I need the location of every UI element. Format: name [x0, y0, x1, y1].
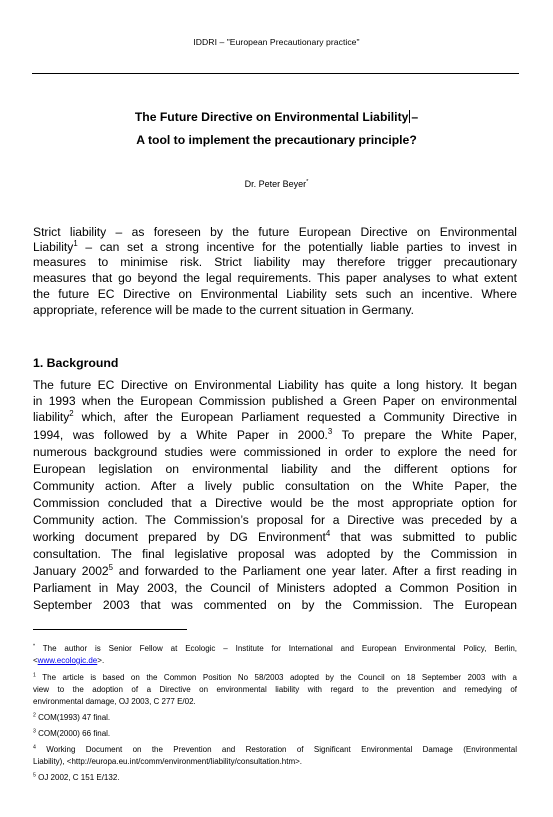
section-text: that was submitted to public — [330, 530, 517, 544]
footnote-ref-4[interactable]: 4 — [325, 528, 331, 538]
footnote-text: The article is based on the Common Position No 58/2003 adopted by the Council on 18 September 2003 with a — [35, 673, 517, 682]
intro-line: Strict liability – as foreseen by the future European Directive on Environmental — [33, 225, 517, 239]
footnote-text: The author is Senior Fellow at Ecologic – Institute for International and European Environmental Policy, Berlin, — [35, 644, 517, 653]
running-header: IDDRI – "European Precautionary practice" — [193, 37, 360, 47]
footnote-text: OJ 2002, C 151 E/132. — [35, 773, 120, 782]
intro-line — [33, 240, 517, 255]
title-line-2: A tool to implement the precautionary principle? — [136, 133, 417, 147]
section-line — [33, 564, 517, 579]
footnote-mark: 4 — [33, 744, 36, 751]
section-line: consultation. The final legislative proposal was adopted by the Commission in — [33, 547, 517, 561]
footnote-3 — [33, 729, 517, 739]
footnote-mark: 5 — [33, 772, 36, 779]
footnote-4 — [33, 745, 517, 755]
intro-line: appropriate, reference will be made to the current situation in Germany. — [33, 303, 414, 317]
footnote-text: >. — [97, 656, 105, 665]
section-text: liability — [33, 410, 70, 424]
footnote-text: < — [33, 656, 38, 665]
title-line-1-dash: – — [411, 110, 419, 124]
section-line: September 2003 that was commented on by the Commission. The European — [33, 598, 517, 612]
section-text: and forwarded to the Parliament one year later. After a first reading in — [113, 564, 517, 578]
section-line: Parliament in May 2003, the Council of Ministers adopted a Common Position in — [33, 581, 517, 595]
footnote-text: Working Document on the Prevention and Restoration of Significant Environmental Damage (Environmental — [35, 745, 517, 754]
title-line-1-text: The Future Directive on Environmental Liability — [134, 110, 409, 124]
section-line: European legislation on environmental liability and the different options for — [33, 462, 517, 476]
section-line — [33, 530, 517, 545]
footnote-mark: * — [33, 643, 36, 650]
footnote-1 — [33, 673, 517, 683]
ecologic-link[interactable]: www.ecologic.de — [37, 656, 98, 665]
footnote-1-line-2: view to the adoption of a Directive on environmental liability with regard to the prevention and remedying of — [33, 685, 517, 694]
footnote-mark: 1 — [33, 672, 36, 679]
section-line: numerous background studies were commissioned in order to explore the need for — [33, 445, 517, 459]
section-text: To prepare the White Paper, — [332, 428, 517, 442]
author-line — [0, 179, 553, 189]
section-heading: 1. Background — [33, 356, 119, 370]
footnote-separator — [33, 629, 187, 630]
section-line: The future EC Directive on Environmental Liability has quite a long history. It began — [33, 378, 517, 392]
section-line: Commission concluded that a Directive would be the most appropriate option for — [33, 496, 517, 510]
intro-text: – can set a strong incentive for the potentially liable parties to invest in — [77, 240, 517, 254]
footnote-text: COM(2000) 66 final. — [35, 729, 111, 738]
footnote-mark: 2 — [33, 712, 36, 719]
footnote-ref-3[interactable]: 3 — [327, 426, 333, 436]
footnote-ref-1[interactable]: 1 — [73, 238, 78, 248]
footnote-author-line-2 — [33, 656, 517, 666]
footnote-text: COM(1993) 47 final. — [35, 713, 111, 722]
section-text: which, after the European Parliament requested a Community Directive in — [73, 410, 517, 424]
title-line-1 — [0, 110, 553, 124]
footnote-ref-5[interactable]: 5 — [108, 562, 114, 572]
section-text: January 2002 — [33, 564, 109, 578]
section-line: Community action. The Commission’s proposal for a Directive was preceded by a — [33, 513, 517, 527]
section-line: in 1993 when the European Commission published a Green Paper on environmental — [33, 394, 517, 408]
intro-line: the future EC Directive on Environmental Liability sets such an incentive. Where — [33, 287, 517, 301]
section-text: working document prepared by DG Environment — [33, 530, 326, 544]
section-line — [33, 428, 517, 443]
footnote-1-line-3: environmental damage, OJ 2003, C 277 E/02. — [33, 697, 196, 706]
footnote-4-line-2: Liability), <http://europa.eu.int/comm/environment/liability/consultation.htm>. — [33, 757, 303, 766]
section-line — [33, 410, 517, 425]
author-footnote-mark[interactable]: * — [306, 179, 309, 185]
footnote-ref-2[interactable]: 2 — [69, 408, 74, 418]
footnote-5 — [33, 773, 517, 783]
footnote-author — [33, 644, 517, 654]
section-line: Community action. After a lively public consultation on the White Paper, the — [33, 479, 517, 493]
intro-text: Liability — [33, 240, 74, 254]
author-name: Dr. Peter Beyer — [244, 179, 307, 189]
intro-line: measures to minimise risk. Strict liability may therefore trigger precautionary — [33, 255, 517, 269]
intro-line: measures that go beyond the legal requirements. This paper analyses to what extent — [33, 271, 517, 285]
footnote-mark: 3 — [33, 728, 36, 735]
section-text: 1994, was followed by a White Paper in 2000. — [33, 428, 328, 442]
footnote-2 — [33, 713, 517, 723]
header-rule — [32, 73, 519, 74]
